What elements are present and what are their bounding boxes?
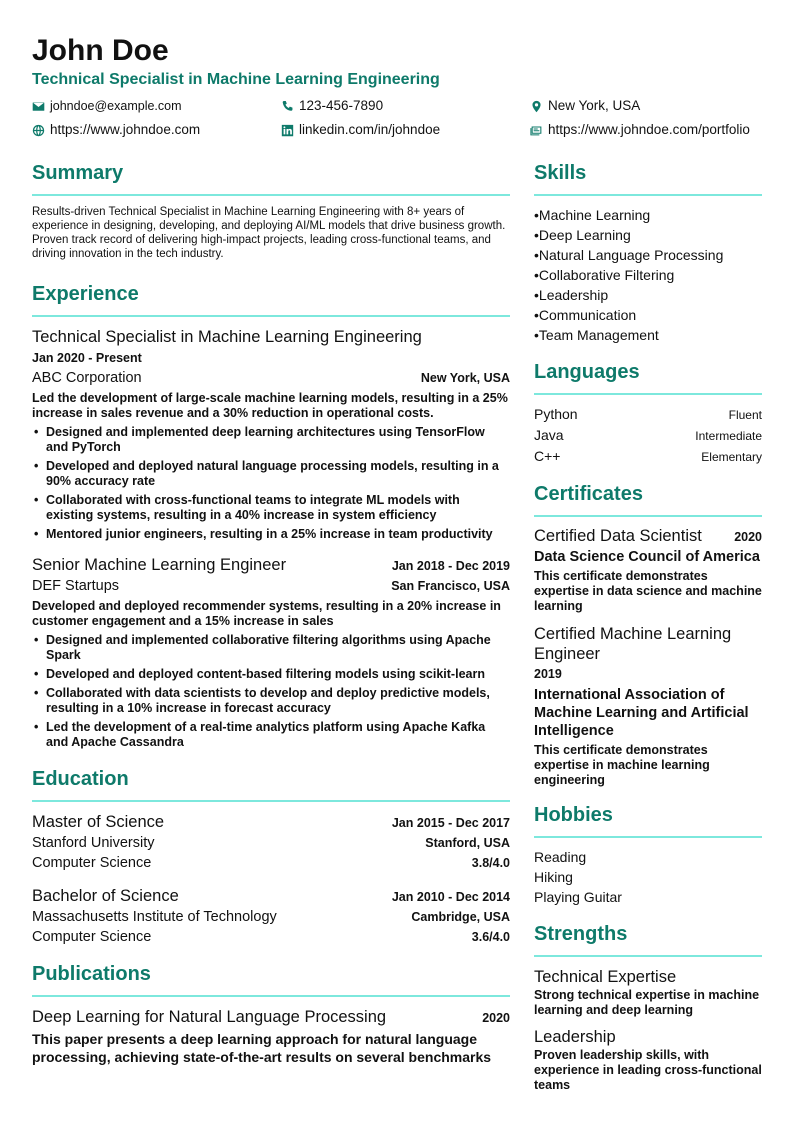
section-title-certificates: Certificates	[534, 481, 762, 517]
contact-location	[530, 98, 640, 114]
job-description: Developed and deployed recommender systems, resulting in a 20% increase in customer engagement and a 15% increase in sales	[32, 599, 501, 628]
section-title-strengths: Strengths	[534, 921, 762, 957]
list-item: Hiking	[534, 869, 573, 885]
strength-title: Leadership	[534, 1028, 616, 1046]
languages-section	[534, 359, 762, 467]
skills-list	[534, 205, 762, 345]
list-item: Reading	[534, 849, 587, 865]
list-item: Playing Guitar	[534, 889, 622, 905]
certificate-entry	[534, 624, 762, 788]
section-title-summary: Summary	[32, 160, 510, 196]
section-title-publications: Publications	[32, 961, 510, 997]
publications-section	[32, 961, 510, 1066]
list-item: • Leadership	[534, 285, 762, 305]
list-item: • Developed and deployed content-based filtering models using scikit-learn	[32, 667, 510, 682]
job-location: New York, USA	[420, 371, 510, 385]
publication-title: Deep Learning for Natural Language Processing	[32, 1008, 387, 1026]
globe-icon	[32, 124, 45, 137]
job-bullets	[32, 633, 510, 750]
list-item: • Designed and implemented deep learning architectures using TensorFlow and PyTorch	[32, 425, 510, 455]
language-level: Intermediate	[695, 429, 762, 443]
section-title-languages: Languages	[534, 359, 762, 395]
list-item: • Machine Learning	[534, 205, 762, 225]
section-title-skills: Skills	[534, 160, 762, 196]
section-title-education: Education	[32, 766, 510, 802]
job-date: Jan 2018 - Dec 2019	[391, 559, 510, 573]
right-column	[534, 160, 762, 1107]
list-item: • Developed and deployed natural language processing models, resulting in a 90% accuracy rate	[32, 459, 510, 489]
list-item: • Team Management	[534, 325, 762, 345]
contact-website[interactable]	[32, 122, 200, 138]
linkedin-text: linkedin.com/in/johndoe	[299, 122, 441, 137]
language-row	[534, 404, 762, 425]
certificate-year: 2020	[734, 530, 762, 544]
contact-email[interactable]	[32, 98, 182, 114]
experience-entry	[32, 554, 510, 750]
list-item: • Deep Learning	[534, 225, 762, 245]
education-date: Jan 2015 - Dec 2017	[391, 816, 510, 830]
language-name: Python	[534, 406, 578, 422]
summary-text: Results-driven Technical Specialist in Machine Learning Engineering with 8+ years of experience in designing, developing, and deploying AI/ML models that drive business growth. Proven track record of delivering high-impact projects, leading cross-functional teams, and driving innovation in the tech industry.	[32, 206, 506, 260]
school-location: Stanford, USA	[425, 836, 510, 850]
certificate-year: 2019	[534, 667, 562, 681]
language-row	[534, 425, 762, 446]
list-item: • Led the development of a real-time analytics platform using Apache Kafka and Apache Cassandra	[32, 720, 510, 750]
list-item: • Collaborated with cross-functional teams to integrate ML models with existing systems, resulting in a 40% increase in system efficiency	[32, 493, 510, 523]
certificate-issuer: Data Science Council of America	[534, 549, 760, 565]
job-title: Technical Specialist in Machine Learning Engineering	[32, 328, 422, 346]
location-text: New York, USA	[548, 98, 641, 113]
phone-text: 123-456-7890	[299, 98, 384, 113]
section-title-hobbies: Hobbies	[534, 802, 762, 838]
experience-entry	[32, 326, 510, 542]
skills-section	[534, 160, 762, 345]
field-of-study: Computer Science	[32, 855, 152, 871]
email-text: johndoe@example.com	[50, 99, 182, 113]
education-date: Jan 2010 - Dec 2014	[391, 890, 510, 904]
certificate-description: This certificate demonstrates expertise in data science and machine learning	[534, 569, 762, 613]
certificate-title: Certified Machine Learning Engineer	[534, 625, 732, 663]
education-section	[32, 766, 510, 947]
job-location: San Francisco, USA	[391, 579, 510, 593]
job-title: Senior Machine Learning Engineer	[32, 556, 287, 574]
portfolio-text: https://www.johndoe.com/portfolio	[548, 122, 750, 137]
publication-description: This paper presents a deep learning approach for natural language processing, achieving state-of-the-art results on several benchmarks	[32, 1031, 492, 1065]
location-pin-icon	[530, 100, 543, 113]
language-row	[534, 446, 762, 467]
certificate-title: Certified Data Scientist	[534, 527, 702, 545]
list-item: • Communication	[534, 305, 762, 325]
language-name: Java	[534, 427, 564, 443]
list-item: • Designed and implemented collaborative filtering algorithms using Apache Spark	[32, 633, 510, 663]
linkedin-icon	[281, 124, 294, 137]
language-level: Fluent	[728, 408, 762, 422]
certificates-section	[534, 481, 762, 788]
gpa: 3.6/4.0	[471, 930, 510, 944]
strengths-section	[534, 921, 762, 1093]
language-level: Elementary	[701, 450, 762, 464]
publication-entry	[32, 1006, 510, 1066]
education-entry	[32, 885, 510, 947]
strength-description: Strong technical expertise in machine learning and deep learning	[534, 988, 760, 1017]
section-title-experience: Experience	[32, 281, 510, 317]
strength-entry	[534, 966, 762, 1018]
certificate-issuer: International Association of Machine Learning and Artificial Intelligence	[534, 687, 749, 739]
list-item: • Collaborated with data scientists to develop and deploy predictive models, resulting in a 10% increase in forecast accuracy	[32, 686, 510, 716]
certificate-description: This certificate demonstrates expertise in machine learning engineering	[534, 743, 710, 787]
portfolio-icon	[530, 124, 543, 137]
company-name: ABC Corporation	[32, 370, 142, 386]
contact-portfolio[interactable]	[530, 122, 750, 138]
strength-description: Proven leadership skills, with experience in leading cross-functional teams	[534, 1048, 762, 1092]
hobbies-section	[534, 802, 762, 907]
education-entry	[32, 811, 510, 873]
gpa: 3.8/4.0	[471, 856, 510, 870]
strength-entry	[534, 1026, 762, 1093]
field-of-study: Computer Science	[32, 929, 152, 945]
degree: Bachelor of Science	[32, 887, 179, 905]
strength-title: Technical Expertise	[534, 968, 677, 986]
school-name: Stanford University	[32, 835, 155, 851]
job-bullets	[32, 425, 510, 542]
degree: Master of Science	[32, 813, 165, 831]
email-icon	[32, 100, 45, 113]
phone-icon	[281, 100, 294, 113]
list-item: • Collaborative Filtering	[534, 265, 762, 285]
school-name: Massachusetts Institute of Technology	[32, 909, 277, 925]
candidate-headline: Technical Specialist in Machine Learning Engineering	[32, 71, 440, 88]
experience-section	[32, 281, 510, 750]
publication-year: 2020	[482, 1011, 510, 1025]
website-text: https://www.johndoe.com	[50, 122, 201, 137]
company-name: DEF Startups	[32, 578, 120, 594]
summary-section	[32, 160, 510, 261]
certificate-entry	[534, 526, 762, 614]
language-name: C++	[534, 448, 561, 464]
contact-linkedin[interactable]	[281, 122, 440, 138]
job-date: Jan 2020 - Present	[32, 351, 142, 365]
list-item: • Natural Language Processing	[534, 245, 762, 265]
candidate-name: John Doe	[32, 34, 169, 67]
job-description: Led the development of large-scale machine learning models, resulting in a 25% increase in sales revenue and a 30% reduction in operational costs.	[32, 391, 508, 420]
left-column	[32, 160, 510, 1080]
list-item: • Mentored junior engineers, resulting in a 25% increase in team productivity	[32, 527, 510, 542]
school-location: Cambridge, USA	[411, 910, 510, 924]
contact-phone[interactable]	[281, 98, 383, 114]
